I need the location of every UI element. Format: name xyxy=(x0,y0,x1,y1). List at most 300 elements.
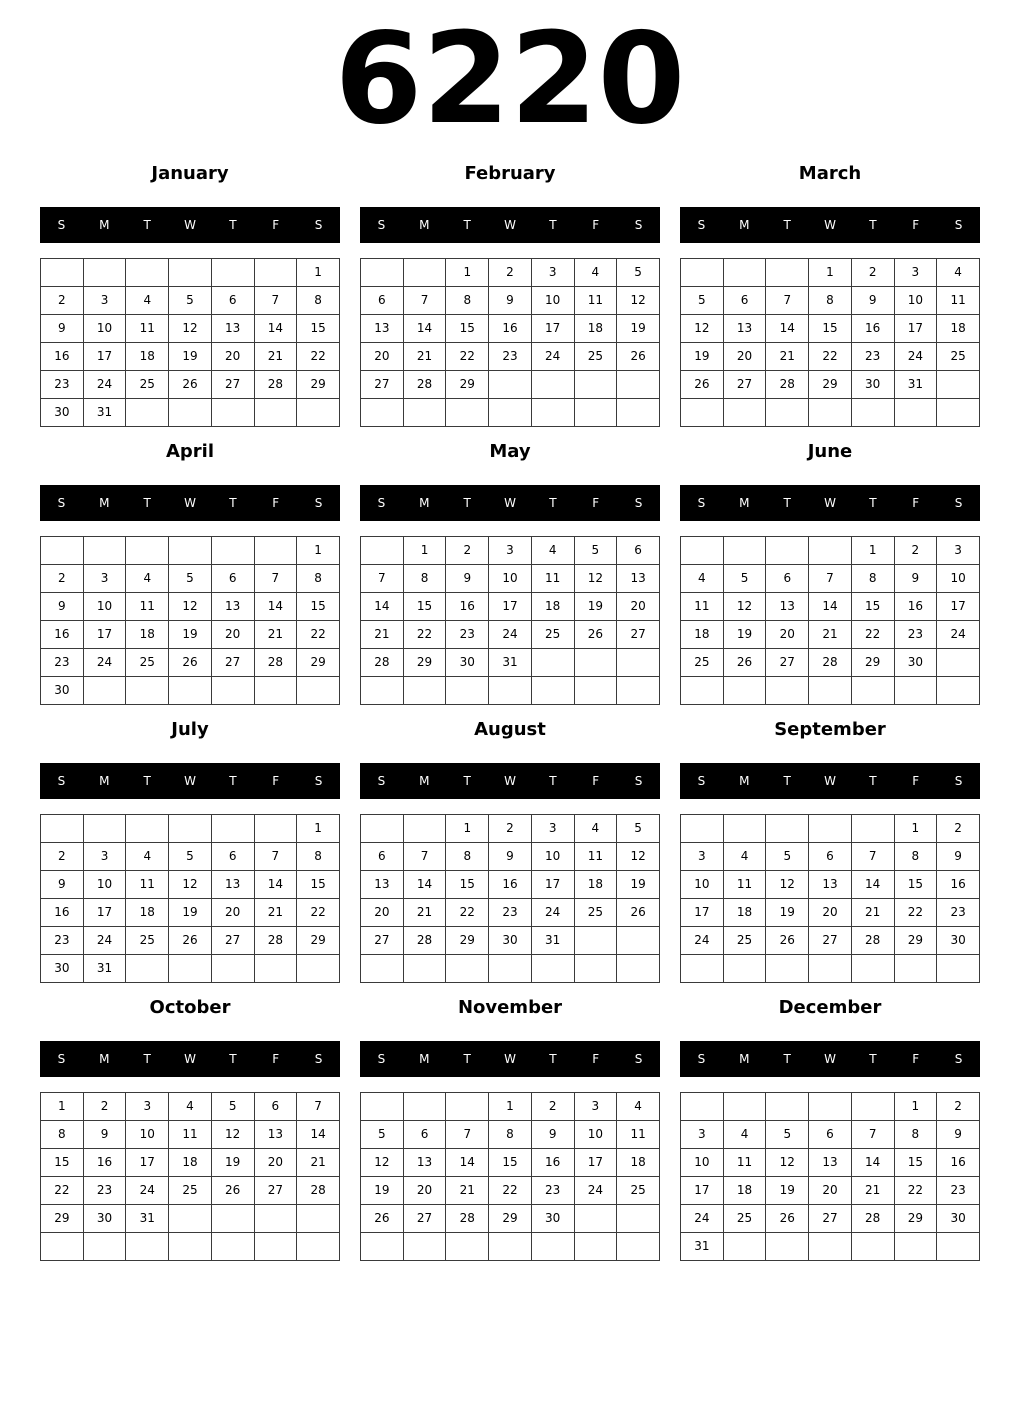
day-cell: 16 xyxy=(894,593,937,621)
day-cell: 12 xyxy=(169,871,212,899)
day-cell: 23 xyxy=(83,1177,126,1205)
week-row xyxy=(681,1149,980,1177)
day-cell: 10 xyxy=(531,843,574,871)
day-cell xyxy=(681,399,724,427)
day-cell: 19 xyxy=(617,871,660,899)
day-cell: 1 xyxy=(894,1093,937,1121)
week-row xyxy=(41,955,340,983)
day-cell: 7 xyxy=(254,287,297,315)
weekday-label: M xyxy=(99,496,110,510)
day-cell xyxy=(361,955,404,983)
weekday-label: W xyxy=(184,774,196,788)
week-row xyxy=(361,1205,660,1233)
day-cell xyxy=(531,371,574,399)
week-row xyxy=(361,815,660,843)
day-cell: 31 xyxy=(681,1233,724,1261)
week-row xyxy=(41,815,340,843)
week-row xyxy=(361,899,660,927)
day-cell: 5 xyxy=(211,1093,254,1121)
day-cell: 8 xyxy=(446,843,489,871)
day-cell: 4 xyxy=(937,259,980,287)
weekday-header xyxy=(40,485,340,521)
weekday-label: S xyxy=(314,1052,323,1066)
day-cell xyxy=(211,1205,254,1233)
day-cell: 18 xyxy=(937,315,980,343)
day-cell: 15 xyxy=(297,315,340,343)
day-cell xyxy=(169,1205,212,1233)
day-cell: 27 xyxy=(254,1177,297,1205)
day-cell: 10 xyxy=(681,1149,724,1177)
day-cell: 11 xyxy=(531,565,574,593)
day-cell xyxy=(681,1093,724,1121)
day-cell xyxy=(254,537,297,565)
day-cell xyxy=(766,955,809,983)
day-cell: 26 xyxy=(169,649,212,677)
day-cell: 27 xyxy=(211,649,254,677)
weekday-label: S xyxy=(377,496,386,510)
day-grid xyxy=(40,1092,340,1261)
week-row xyxy=(361,1121,660,1149)
week-row xyxy=(681,259,980,287)
day-cell: 4 xyxy=(169,1093,212,1121)
day-cell: 30 xyxy=(41,677,84,705)
day-cell: 22 xyxy=(297,343,340,371)
weekday-label: S xyxy=(57,496,66,510)
day-cell: 20 xyxy=(403,1177,446,1205)
weekday-label: M xyxy=(419,1052,430,1066)
month-name: December xyxy=(778,997,882,1018)
day-cell: 27 xyxy=(809,927,852,955)
month-name: August xyxy=(474,719,546,740)
month-name: May xyxy=(489,441,531,462)
day-cell: 14 xyxy=(446,1149,489,1177)
day-cell: 27 xyxy=(766,649,809,677)
week-row xyxy=(681,537,980,565)
day-cell: 5 xyxy=(681,287,724,315)
day-cell: 12 xyxy=(169,315,212,343)
day-cell xyxy=(211,677,254,705)
day-cell: 1 xyxy=(297,259,340,287)
day-cell: 4 xyxy=(531,537,574,565)
day-cell: 7 xyxy=(766,287,809,315)
day-cell xyxy=(851,1093,894,1121)
day-cell xyxy=(169,955,212,983)
day-cell: 31 xyxy=(83,955,126,983)
day-cell: 16 xyxy=(446,593,489,621)
day-cell: 28 xyxy=(766,371,809,399)
day-cell: 9 xyxy=(83,1121,126,1149)
weekday-label: S xyxy=(314,774,323,788)
day-cell: 12 xyxy=(681,315,724,343)
day-cell: 21 xyxy=(254,343,297,371)
day-cell: 25 xyxy=(126,371,169,399)
day-cell: 29 xyxy=(894,927,937,955)
day-cell: 15 xyxy=(489,1149,532,1177)
day-cell: 24 xyxy=(531,343,574,371)
weekday-label: S xyxy=(954,774,963,788)
day-cell xyxy=(723,677,766,705)
day-cell: 22 xyxy=(446,899,489,927)
day-cell: 21 xyxy=(446,1177,489,1205)
day-cell: 5 xyxy=(169,565,212,593)
week-row xyxy=(41,343,340,371)
day-cell: 8 xyxy=(403,565,446,593)
day-cell: 5 xyxy=(169,843,212,871)
day-cell: 18 xyxy=(126,899,169,927)
day-cell: 28 xyxy=(403,927,446,955)
day-cell: 19 xyxy=(169,899,212,927)
day-cell: 19 xyxy=(361,1177,404,1205)
day-cell: 9 xyxy=(489,843,532,871)
day-cell: 21 xyxy=(851,1177,894,1205)
week-row xyxy=(41,287,340,315)
day-cell: 23 xyxy=(41,927,84,955)
day-cell: 20 xyxy=(361,343,404,371)
week-row xyxy=(681,1205,980,1233)
day-cell: 17 xyxy=(681,1177,724,1205)
day-cell: 14 xyxy=(403,315,446,343)
day-cell: 15 xyxy=(894,1149,937,1177)
day-cell: 19 xyxy=(574,593,617,621)
day-cell xyxy=(723,815,766,843)
day-cell: 22 xyxy=(894,1177,937,1205)
day-cell xyxy=(361,677,404,705)
week-row xyxy=(361,593,660,621)
day-cell xyxy=(894,1233,937,1261)
day-cell xyxy=(446,399,489,427)
day-cell xyxy=(361,1233,404,1261)
day-cell: 6 xyxy=(361,843,404,871)
day-cell: 19 xyxy=(211,1149,254,1177)
week-row xyxy=(681,649,980,677)
day-cell: 29 xyxy=(489,1205,532,1233)
week-row xyxy=(681,815,980,843)
day-cell: 24 xyxy=(489,621,532,649)
day-cell: 17 xyxy=(681,899,724,927)
day-cell: 11 xyxy=(169,1121,212,1149)
day-cell: 24 xyxy=(83,649,126,677)
day-cell: 12 xyxy=(169,593,212,621)
day-cell: 8 xyxy=(41,1121,84,1149)
day-cell: 6 xyxy=(766,565,809,593)
weekday-label: F xyxy=(912,218,920,232)
week-row xyxy=(361,1177,660,1205)
weekday-label: S xyxy=(377,218,386,232)
week-row xyxy=(41,1177,340,1205)
day-cell: 22 xyxy=(489,1177,532,1205)
day-cell: 23 xyxy=(531,1177,574,1205)
day-cell: 7 xyxy=(254,565,297,593)
day-cell: 31 xyxy=(894,371,937,399)
month-name: January xyxy=(151,163,229,184)
weekday-label: S xyxy=(57,218,66,232)
day-cell: 13 xyxy=(254,1121,297,1149)
day-cell: 10 xyxy=(126,1121,169,1149)
day-cell: 29 xyxy=(297,371,340,399)
day-cell: 18 xyxy=(681,621,724,649)
day-cell xyxy=(937,955,980,983)
day-cell: 18 xyxy=(617,1149,660,1177)
day-cell: 18 xyxy=(126,621,169,649)
day-grid xyxy=(40,258,340,427)
day-cell xyxy=(851,677,894,705)
day-cell xyxy=(446,677,489,705)
week-row xyxy=(41,1121,340,1149)
weekday-header xyxy=(40,763,340,799)
day-cell: 20 xyxy=(723,343,766,371)
day-cell: 25 xyxy=(617,1177,660,1205)
day-cell: 17 xyxy=(83,621,126,649)
day-cell: 21 xyxy=(851,899,894,927)
day-cell: 22 xyxy=(446,343,489,371)
week-row xyxy=(41,677,340,705)
day-cell xyxy=(254,955,297,983)
day-cell: 9 xyxy=(41,871,84,899)
day-cell xyxy=(297,1205,340,1233)
week-row xyxy=(361,955,660,983)
week-row xyxy=(681,1177,980,1205)
day-cell: 26 xyxy=(617,343,660,371)
weekday-label: S xyxy=(377,1052,386,1066)
day-cell: 15 xyxy=(297,593,340,621)
weekday-label: T xyxy=(143,218,151,232)
day-cell xyxy=(489,1233,532,1261)
day-cell xyxy=(723,1093,766,1121)
day-cell: 16 xyxy=(531,1149,574,1177)
day-cell: 10 xyxy=(83,871,126,899)
day-cell: 4 xyxy=(723,843,766,871)
day-cell: 2 xyxy=(851,259,894,287)
day-cell: 6 xyxy=(211,565,254,593)
day-cell: 17 xyxy=(574,1149,617,1177)
day-cell xyxy=(574,649,617,677)
day-cell: 15 xyxy=(894,871,937,899)
week-row xyxy=(361,399,660,427)
day-cell: 1 xyxy=(297,815,340,843)
day-cell: 10 xyxy=(83,593,126,621)
week-row xyxy=(361,287,660,315)
day-cell: 8 xyxy=(809,287,852,315)
day-cell: 4 xyxy=(574,259,617,287)
day-cell: 5 xyxy=(766,1121,809,1149)
day-cell xyxy=(403,677,446,705)
day-cell: 7 xyxy=(297,1093,340,1121)
weekday-label: T xyxy=(783,1052,791,1066)
day-cell xyxy=(617,677,660,705)
day-cell xyxy=(211,955,254,983)
day-cell: 30 xyxy=(41,399,84,427)
day-cell: 4 xyxy=(574,815,617,843)
day-cell: 12 xyxy=(361,1149,404,1177)
day-cell: 8 xyxy=(297,287,340,315)
day-cell: 23 xyxy=(489,343,532,371)
day-grid xyxy=(40,536,340,705)
day-cell: 16 xyxy=(41,899,84,927)
weekday-label: T xyxy=(143,496,151,510)
day-cell xyxy=(766,1233,809,1261)
day-cell: 13 xyxy=(361,315,404,343)
week-row xyxy=(361,843,660,871)
week-row xyxy=(681,399,980,427)
day-cell: 13 xyxy=(211,315,254,343)
day-cell: 25 xyxy=(126,649,169,677)
weekday-label: S xyxy=(57,774,66,788)
weekday-header xyxy=(360,207,660,243)
day-cell: 23 xyxy=(937,899,980,927)
day-cell: 23 xyxy=(894,621,937,649)
day-cell xyxy=(574,677,617,705)
day-cell xyxy=(809,1093,852,1121)
week-row xyxy=(41,371,340,399)
weekday-label: T xyxy=(783,218,791,232)
day-cell: 1 xyxy=(297,537,340,565)
day-cell: 25 xyxy=(574,899,617,927)
day-cell: 15 xyxy=(809,315,852,343)
day-cell xyxy=(297,955,340,983)
day-cell xyxy=(361,1093,404,1121)
day-cell xyxy=(766,677,809,705)
day-cell: 12 xyxy=(766,871,809,899)
day-cell: 2 xyxy=(937,815,980,843)
weekday-label: F xyxy=(272,774,280,788)
day-cell: 17 xyxy=(83,343,126,371)
day-grid xyxy=(360,814,660,983)
day-cell: 12 xyxy=(766,1149,809,1177)
weekday-header xyxy=(360,485,660,521)
weekday-label: S xyxy=(634,218,643,232)
day-cell: 11 xyxy=(126,315,169,343)
weekday-header xyxy=(680,1041,980,1077)
day-cell xyxy=(531,955,574,983)
week-row xyxy=(361,677,660,705)
day-cell: 4 xyxy=(617,1093,660,1121)
day-cell: 10 xyxy=(574,1121,617,1149)
day-grid xyxy=(40,814,340,983)
day-cell: 1 xyxy=(489,1093,532,1121)
week-row xyxy=(681,927,980,955)
day-cell xyxy=(403,815,446,843)
day-cell xyxy=(766,399,809,427)
day-cell: 28 xyxy=(254,371,297,399)
week-row xyxy=(361,649,660,677)
week-row xyxy=(361,621,660,649)
weekday-label: W xyxy=(184,1052,196,1066)
day-cell xyxy=(937,399,980,427)
day-cell: 29 xyxy=(851,649,894,677)
day-cell: 29 xyxy=(403,649,446,677)
day-cell xyxy=(851,399,894,427)
day-cell: 10 xyxy=(894,287,937,315)
weekday-label: T xyxy=(549,218,557,232)
day-cell: 30 xyxy=(531,1205,574,1233)
weekday-label: S xyxy=(634,1052,643,1066)
day-cell xyxy=(681,259,724,287)
day-cell xyxy=(254,677,297,705)
weekday-label: F xyxy=(592,218,600,232)
day-cell: 5 xyxy=(723,565,766,593)
weekday-label: M xyxy=(739,496,750,510)
weekday-label: M xyxy=(99,774,110,788)
day-cell xyxy=(809,815,852,843)
day-cell xyxy=(126,815,169,843)
weekday-label: M xyxy=(739,218,750,232)
day-cell xyxy=(126,1233,169,1261)
day-cell: 21 xyxy=(766,343,809,371)
day-cell: 10 xyxy=(681,871,724,899)
day-cell xyxy=(446,1233,489,1261)
day-cell xyxy=(169,537,212,565)
weekday-label: M xyxy=(419,774,430,788)
day-cell: 31 xyxy=(126,1205,169,1233)
day-grid xyxy=(680,536,980,705)
weekday-label: F xyxy=(592,1052,600,1066)
weekday-label: W xyxy=(824,774,836,788)
day-cell xyxy=(211,815,254,843)
day-cell: 2 xyxy=(41,287,84,315)
week-row xyxy=(41,927,340,955)
day-cell: 14 xyxy=(254,315,297,343)
day-cell: 2 xyxy=(41,565,84,593)
day-cell xyxy=(403,1233,446,1261)
week-row xyxy=(361,343,660,371)
day-cell: 14 xyxy=(851,871,894,899)
day-cell: 16 xyxy=(83,1149,126,1177)
weekday-label: W xyxy=(184,218,196,232)
day-cell: 30 xyxy=(851,371,894,399)
weekday-label: T xyxy=(869,774,877,788)
day-cell xyxy=(169,677,212,705)
day-cell: 25 xyxy=(723,1205,766,1233)
day-cell xyxy=(723,537,766,565)
day-cell: 24 xyxy=(531,899,574,927)
day-cell: 24 xyxy=(681,927,724,955)
day-cell: 30 xyxy=(894,649,937,677)
day-cell: 26 xyxy=(574,621,617,649)
day-cell: 9 xyxy=(894,565,937,593)
day-cell xyxy=(83,537,126,565)
day-cell: 26 xyxy=(766,1205,809,1233)
day-cell: 23 xyxy=(851,343,894,371)
day-cell: 25 xyxy=(681,649,724,677)
day-cell: 4 xyxy=(126,287,169,315)
day-cell: 14 xyxy=(403,871,446,899)
day-cell: 7 xyxy=(403,843,446,871)
day-cell: 7 xyxy=(361,565,404,593)
day-cell xyxy=(297,677,340,705)
day-cell: 30 xyxy=(83,1205,126,1233)
weekday-label: M xyxy=(99,218,110,232)
week-row xyxy=(361,1149,660,1177)
day-cell: 20 xyxy=(766,621,809,649)
weekday-label: S xyxy=(954,218,963,232)
day-cell: 28 xyxy=(361,649,404,677)
week-row xyxy=(41,649,340,677)
day-cell xyxy=(809,399,852,427)
weekday-label: S xyxy=(57,1052,66,1066)
week-row xyxy=(41,315,340,343)
day-cell: 16 xyxy=(41,343,84,371)
week-row xyxy=(361,1233,660,1261)
day-cell xyxy=(723,955,766,983)
day-cell: 20 xyxy=(361,899,404,927)
weekday-label: F xyxy=(912,774,920,788)
day-cell xyxy=(83,815,126,843)
day-cell xyxy=(809,1233,852,1261)
day-cell: 12 xyxy=(617,287,660,315)
day-cell xyxy=(937,649,980,677)
weekday-label: F xyxy=(272,218,280,232)
day-cell: 5 xyxy=(617,259,660,287)
